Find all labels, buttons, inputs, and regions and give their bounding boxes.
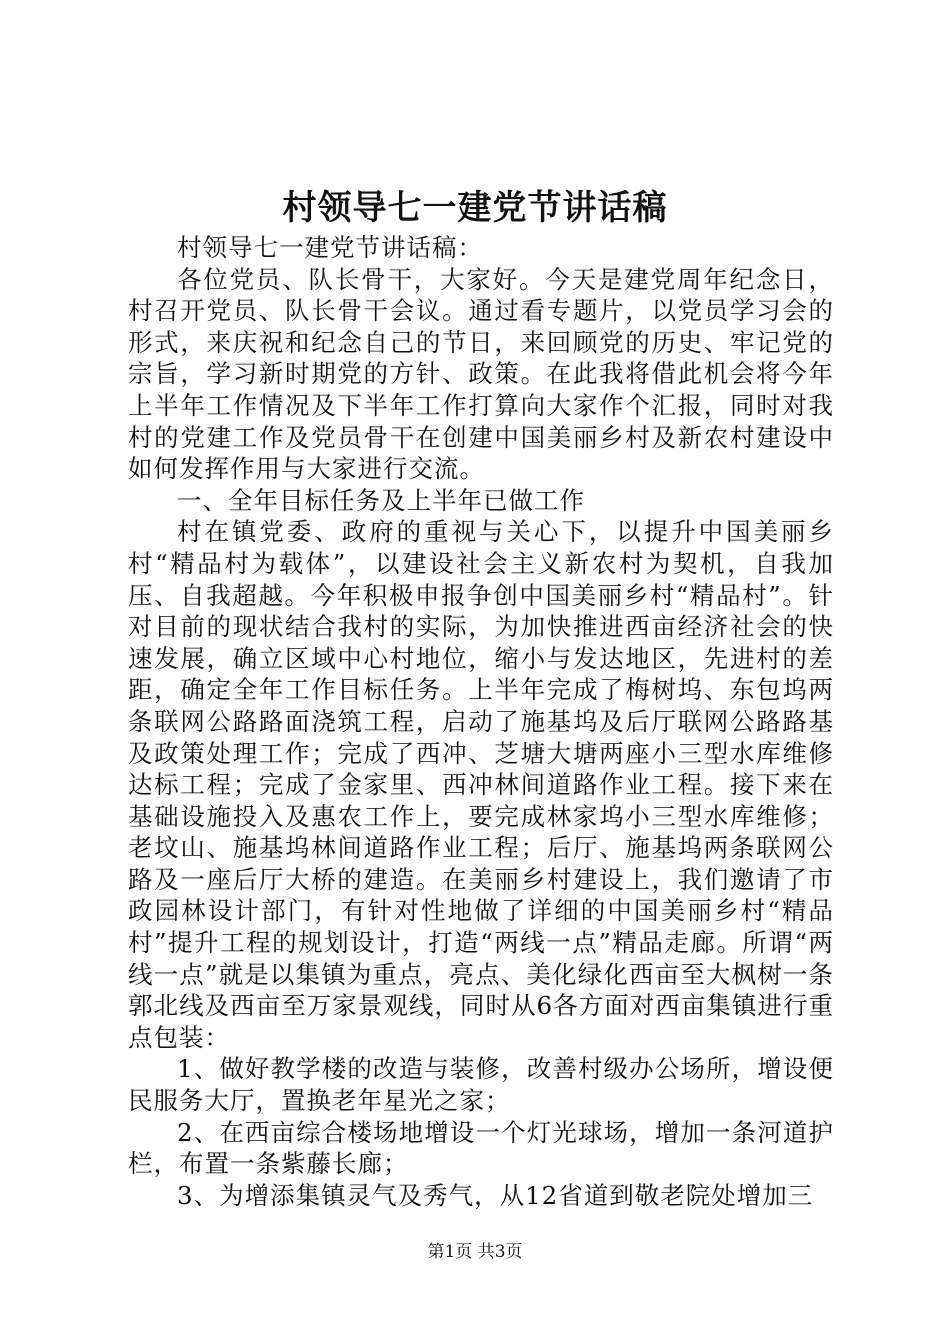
document-body — [128, 232, 834, 1211]
document-title: 村领导七一建党节讲话稿 — [282, 188, 668, 228]
paragraph-intro: 各位党员、队长骨干，大家好。今天是建党周年纪念日，村召开党员、队长骨干会议。通过看专题片，以党员学习会的形式，来庆祝和纪念自己的节日，来回顾党的历史、牢记党的宗旨，学习新时期党的方针、政策。在此我将借此机会将今年上半年工作情况及下半年工作打算向大家作个汇报，同时对我村的党建工作及党员骨干在创建中国美丽乡村及新农村建设中如何发挥作用与大家进行交流。 — [128, 264, 834, 484]
paragraph-heading-line: 村领导七一建党节讲话稿： — [177, 233, 483, 262]
list-item-1: 1、做好教学楼的改造与装修，改善村级办公场所，增设便民服务大厅，置换老年星光之家； — [128, 1054, 834, 1116]
paragraph-work-summary: 村在镇党委、政府的重视与关心下，以提升中国美丽乡村“精品村为载体”，以建设社会主义新农村为契机，自我加压、自我超越。今年积极申报争创中国美丽乡村“精品村”。针对目前的现状结合我村的实际，为加快推进西亩经济社会的快速发展，确立区域中心村地位，缩小与发达地区，先进村的差距，确定全年工作目标任务。上半年完成了梅树坞、东包坞两条联网公路路面浇筑工程，启动了施基坞及后厅联网公路路基及政策处理工作；完成了西冲、芝塘大塘两座小三型水库维修达标工程；完成了金家里、西冲林间道路作业工程。接下来在基础设施投入及惠农工作上，要完成林家坞小三型水库维修；老坟山、施基坞林间道路作业工程；后厅、施基坞两条联网公路及一座后厅大桥的建造。在美丽乡村建设上，我们邀请了市政园林设计部门，有针对性地做了详细的中国美丽乡村“精品村”提升工程的规划设计，打造“两线一点”精品走廊。所谓“两线一点”就是以集镇为重点，亮点、美化绿化西亩至大枫树一条郭北线及西亩至万家景观线，同时从6各方面对西亩集镇进行重点包装： — [128, 517, 834, 1052]
list-item-2: 2、在西亩综合楼场地增设一个灯光球场，增加一条河道护栏，布置一条紫藤长廊； — [128, 1117, 834, 1179]
section-heading: 一、全年目标任务及上半年已做工作 — [177, 485, 585, 515]
page-footer: 第1页 共3页 — [427, 1242, 523, 1262]
list-item-3: 3、为增添集镇灵气及秀气，从12省道到敬老院处增加三 — [177, 1180, 814, 1210]
